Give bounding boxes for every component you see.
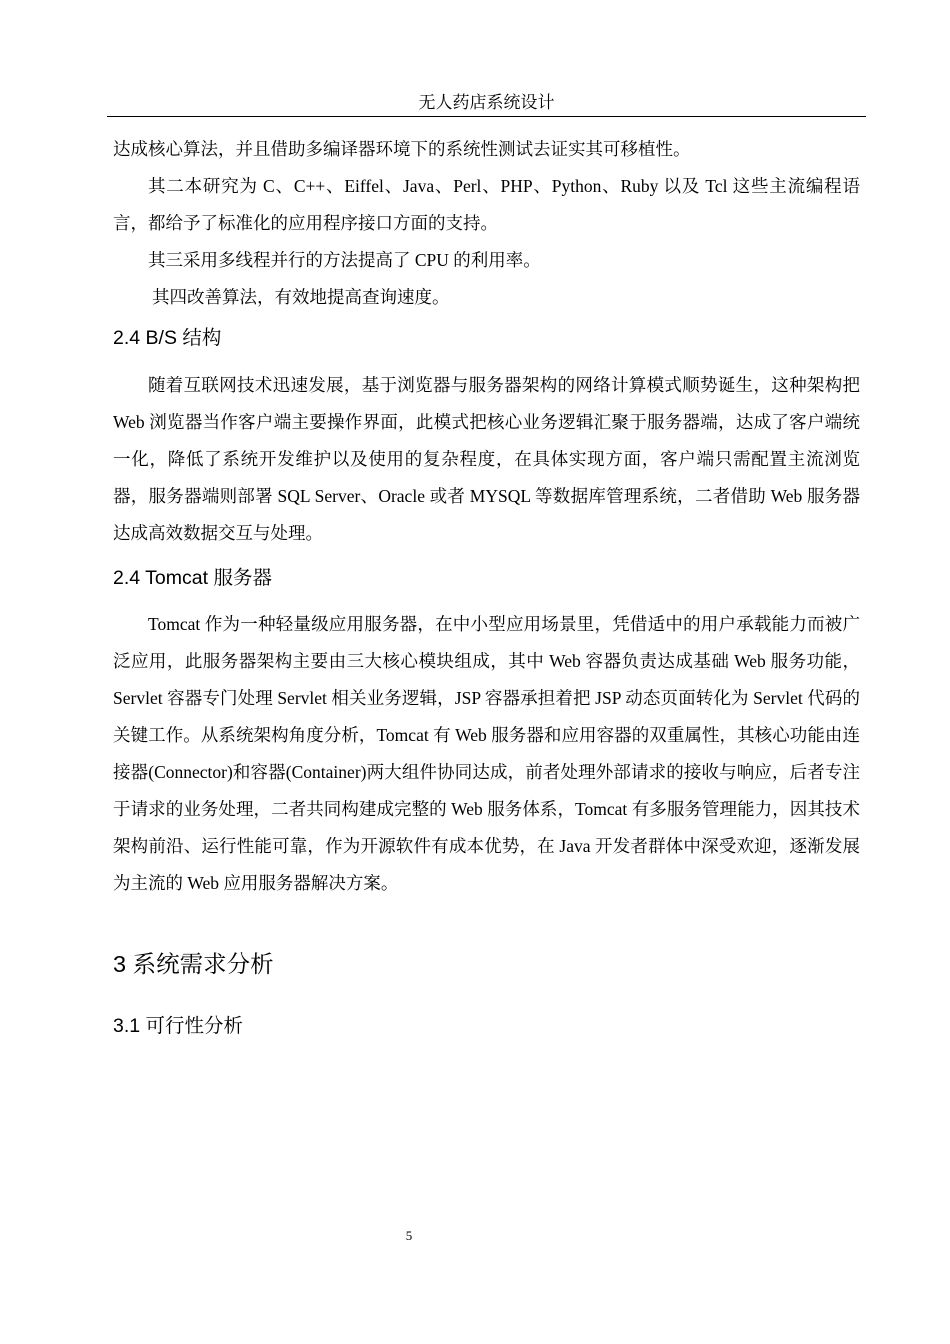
heading-bs-structure: 2.4 B/S 结构 <box>113 327 222 349</box>
chapter-heading: 3 系统需求分析 <box>113 951 274 977</box>
paragraph-tomcat: Tomcat 作为一种轻量级应用服务器，在中小型应用场景里，凭借适中的用户承载能力而被广泛应用，此服务器架构主要由三大核心模块组成，其中 Web 容器负责达成基础 Web 服务功能，Servlet 容器专门处理 Servlet 相关业务逻辑，JSP 容器承担着把 JSP 动态页面转化为 Servlet 代码的关键工作。从系统架构角度分析，Tomcat 有 Web 服务器和应用容器的双重属性，其核心功能由连接器(Connector)和容器(Container)两大组件协同达成，前者处理外部请求的接收与响应，后者专注于请求的业务处理，二者共同构建成完整的 Web 服务体系，Tomcat 有多服务管理能力，因其技术架构前沿、运行性能可靠，作为开源软件有成本优势，在 Java 开发者群体中深受欢迎，逐渐发展为主流的 Web 应用服务器解决方案。 <box>113 614 860 893</box>
paragraph-bs-structure: 随着互联网技术迅速发展，基于浏览器与服务器架构的网络计算模式顺势诞生，这种架构把 Web 浏览器当作客户端主要操作界面，此模式把核心业务逻辑汇聚于服务器端，达成了客户端统一化，降低了系统开发维护以及使用的复杂程度，在具体实现方面，客户端只需配置主流浏览器，服务器端则部署 SQL Server、Oracle 或者 MYSQL 等数据库管理系统，二者借助 Web 服务器达成高效数据交互与处理。 <box>113 375 860 543</box>
sub-heading-feasibility: 3.1 可行性分析 <box>113 1015 244 1037</box>
page-number: 5 <box>405 1228 413 1243</box>
header-title: 无人药店系统设计 <box>418 93 555 112</box>
heading-tomcat: 2.4 Tomcat 服务器 <box>113 567 272 589</box>
paragraph-point-two: 其二本研究为 C、C++、Eiffel、Java、Perl、PHP、Python、Ruby 以及 Tcl 这些主流编程语言，都给予了标准化的应用程序接口方面的支持。 <box>113 176 860 233</box>
paragraph-point-three: 其三采用多线程并行的方法提高了 CPU 的利用率。 <box>148 250 541 270</box>
paragraph-point-four: 其四改善算法，有效地提高查询速度。 <box>152 287 450 307</box>
page-header <box>107 90 866 117</box>
continued-paragraph: 达成核心算法，并且借助多编译器环境下的系统性测试去证实其可移植性。 <box>113 139 691 159</box>
page-content <box>113 131 860 1039</box>
